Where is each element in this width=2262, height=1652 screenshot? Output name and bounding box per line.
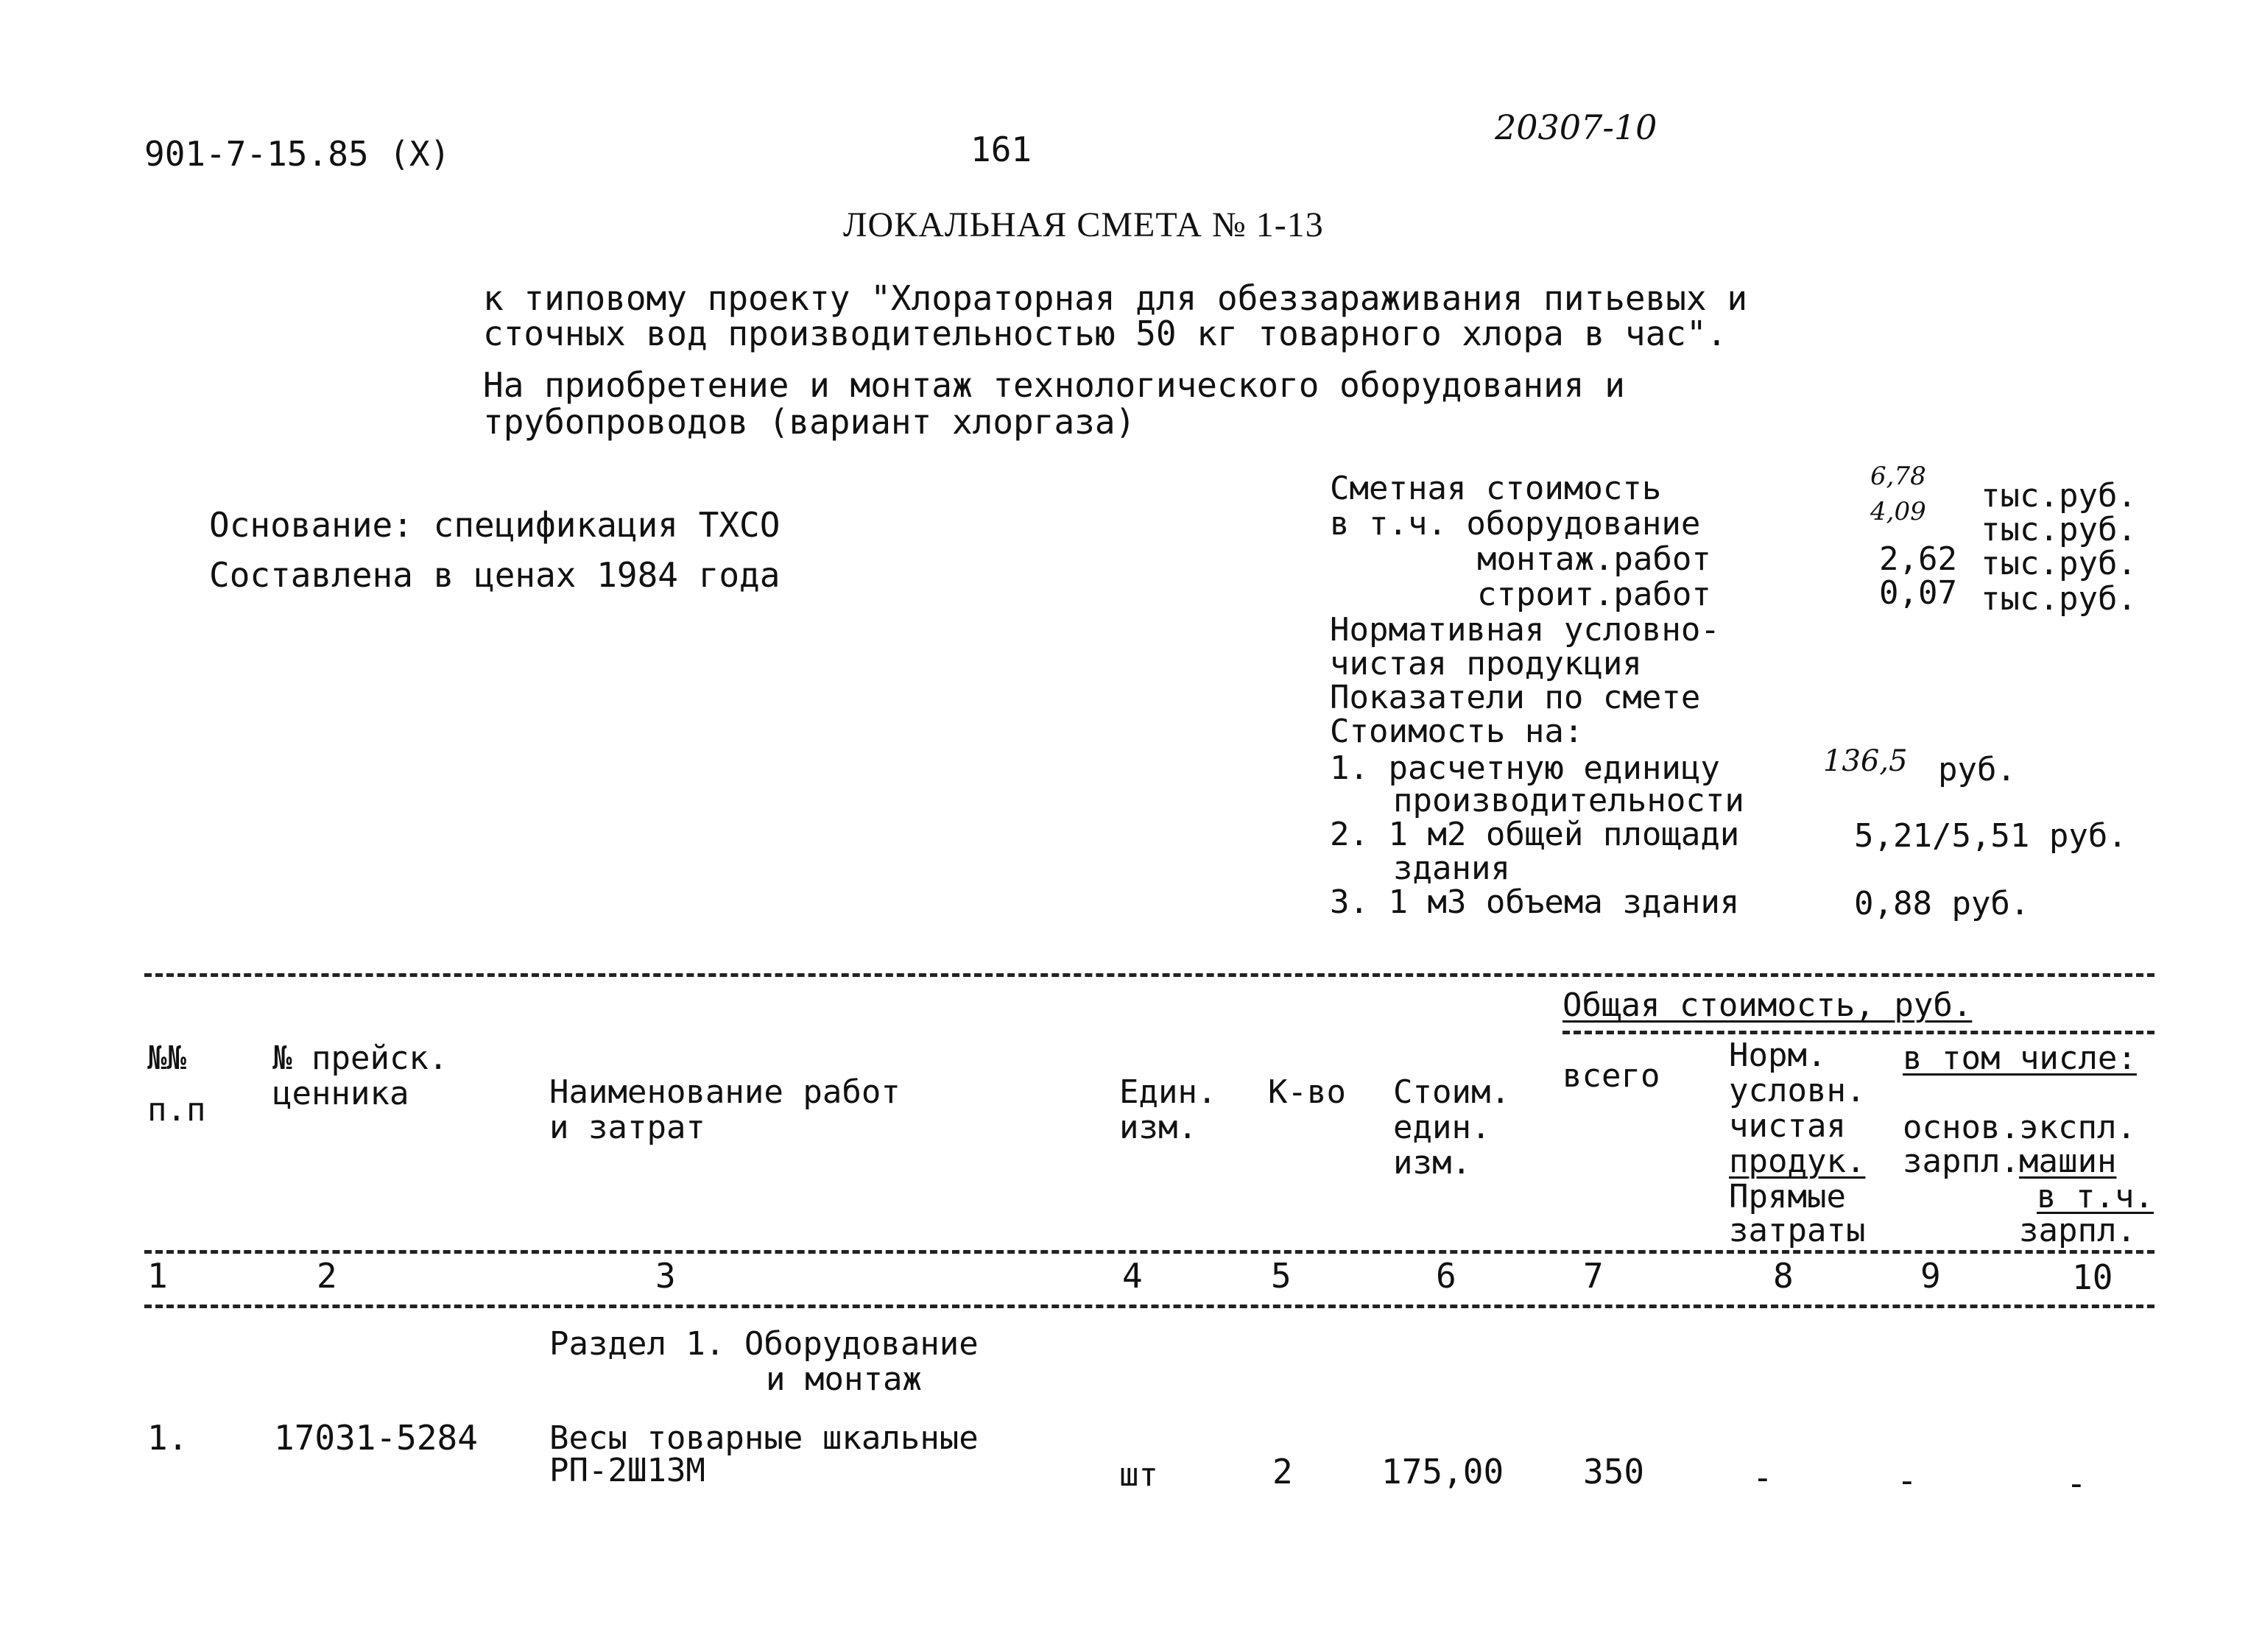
col-header-machines-2: машин (2019, 1143, 2117, 1180)
indicator-1-label-2: производительности (1393, 782, 1744, 819)
col-header-unit-cost-1: Стоим. (1393, 1073, 1510, 1111)
indicator-3-label: 3. 1 м3 объема здания (1330, 883, 1740, 921)
normative-label-2: чистая продукция (1330, 645, 1642, 682)
col-header-num-1: №№ (147, 1039, 186, 1077)
purpose-line-1: На приобретение и монтаж технологического оборудования и (483, 365, 1625, 405)
section-title-1: Раздел 1. Оборудование (549, 1325, 979, 1363)
row-wage: - (1897, 1461, 1917, 1500)
table-top-rule (144, 973, 2154, 977)
equipment-label: в т.ч. оборудование (1330, 505, 1701, 543)
cost-for-label: Стоимость на: (1330, 713, 1584, 750)
row-total: 350 (1583, 1452, 1645, 1492)
row-unit-cost: 175,00 (1381, 1452, 1504, 1492)
price-year-line: Составлена в ценах 1984 года (209, 555, 781, 595)
col-number-1: 1 (147, 1256, 168, 1296)
col-number-9: 9 (1920, 1256, 1941, 1296)
subtitle-line-1: к типовому проекту "Хлораторная для обеззараживания питьевых и (483, 278, 1748, 318)
indicator-1-value: 136,5 (1823, 744, 1908, 778)
col-number-4: 4 (1122, 1256, 1143, 1296)
col-header-unit-cost-3: изм. (1393, 1144, 1471, 1182)
col-header-wage-1: основ. (1903, 1109, 2020, 1146)
page-number: 161 (970, 130, 1032, 169)
column-numbers-bottom-rule (144, 1305, 2154, 1308)
indicator-1-unit: руб. (1938, 751, 2016, 788)
col-header-wage-2: зарпл. (1903, 1143, 2020, 1180)
col-header-name-2: и затрат (549, 1109, 705, 1146)
col-header-norm-1: Норм. (1729, 1037, 1827, 1074)
estimated-cost-unit: тыс.руб. (1981, 477, 2137, 515)
normative-label-1: Нормативная условно- (1330, 611, 1720, 649)
col-header-direct-2: затраты (1729, 1212, 1866, 1249)
estimate-title: ЛОКАЛЬНАЯ СМЕТА № 1-13 (843, 205, 1324, 244)
indicator-3-value: 0,88 руб. (1854, 885, 2030, 922)
col-header-machines-4: зарпл. (2019, 1212, 2136, 1249)
indicator-2-label-1: 2. 1 м2 общей площади (1330, 816, 1740, 853)
col-header-unit-cost-2: един. (1393, 1109, 1491, 1146)
row-name-1: Весы товарные шкальные (549, 1419, 979, 1457)
section-title-2: и монтаж (766, 1360, 922, 1398)
group-rule (1562, 1031, 2154, 1034)
col-header-price-ref-1: № прейск. (272, 1039, 448, 1077)
total-cost-group-title: Общая стоимость, руб. (1562, 986, 1973, 1024)
col-header-unit-2: изм. (1119, 1109, 1197, 1146)
col-header-total: всего (1562, 1057, 1660, 1095)
document-code: 901-7-15.85 (X) (144, 134, 451, 174)
estimated-cost-value: 6,78 (1870, 462, 1926, 491)
col-header-incl-title: в том числе: (1903, 1039, 2137, 1077)
construction-unit: тыс.руб. (1981, 580, 2137, 618)
col-header-price-ref-2: ценника (272, 1075, 409, 1112)
installation-label: монтаж.работ (1477, 540, 1711, 578)
subtitle-line-2: сточных вод производительностью 50 кг товарного хлора в час". (483, 314, 1727, 353)
row-price-ref: 17031-5284 (274, 1418, 478, 1458)
col-header-machines-3: в т.ч. (2037, 1178, 2154, 1215)
basis-line: Основание: спецификация ТХСО (209, 505, 781, 545)
row-machines: - (2066, 1464, 2087, 1503)
construction-label: строит.работ (1477, 576, 1711, 613)
row-number: 1. (147, 1418, 188, 1458)
col-header-unit-1: Един. (1119, 1073, 1217, 1111)
indicators-label: Показатели по смете (1330, 679, 1701, 716)
col-header-num-2: п.п (147, 1091, 206, 1129)
row-norm: - (1752, 1458, 1773, 1497)
col-header-norm-3: чистая (1729, 1107, 1846, 1145)
equipment-value: 4,09 (1870, 497, 1926, 526)
col-number-3: 3 (655, 1256, 676, 1296)
indicator-1-label-1: 1. расчетную единицу (1330, 749, 1720, 787)
col-number-8: 8 (1773, 1256, 1794, 1296)
purpose-line-2: трубопроводов (вариант хлоргаза) (483, 402, 1136, 442)
col-header-name-1: Наименование работ (549, 1073, 901, 1111)
indicator-2-value: 5,21/5,51 руб. (1854, 817, 2127, 855)
row-unit: шт (1119, 1456, 1158, 1494)
installation-unit: тыс.руб. (1981, 545, 2137, 582)
row-qty: 2 (1272, 1452, 1293, 1492)
construction-value: 0,07 (1879, 574, 1957, 612)
col-header-direct-1: Прямые (1729, 1178, 1846, 1215)
col-header-machines-1: экспл. (2019, 1109, 2136, 1146)
indicator-2-label-2: здания (1393, 850, 1510, 887)
col-number-2: 2 (317, 1256, 337, 1296)
col-header-norm-2: условн. (1729, 1072, 1866, 1109)
col-header-norm-4: продук. (1729, 1143, 1866, 1180)
column-numbers-top-rule (144, 1250, 2154, 1254)
col-header-qty: К-во (1268, 1073, 1346, 1111)
row-name-2: РП-2Ш13М (549, 1452, 705, 1489)
equipment-unit: тыс.руб. (1981, 511, 2137, 548)
col-number-5: 5 (1271, 1256, 1292, 1296)
col-number-6: 6 (1436, 1256, 1456, 1296)
handwritten-number: 20307-10 (1495, 107, 1657, 147)
installation-value: 2,62 (1879, 540, 1957, 578)
col-number-10: 10 (2072, 1257, 2113, 1297)
estimated-cost-label: Сметная стоимость (1330, 470, 1662, 507)
col-number-7: 7 (1583, 1256, 1604, 1296)
